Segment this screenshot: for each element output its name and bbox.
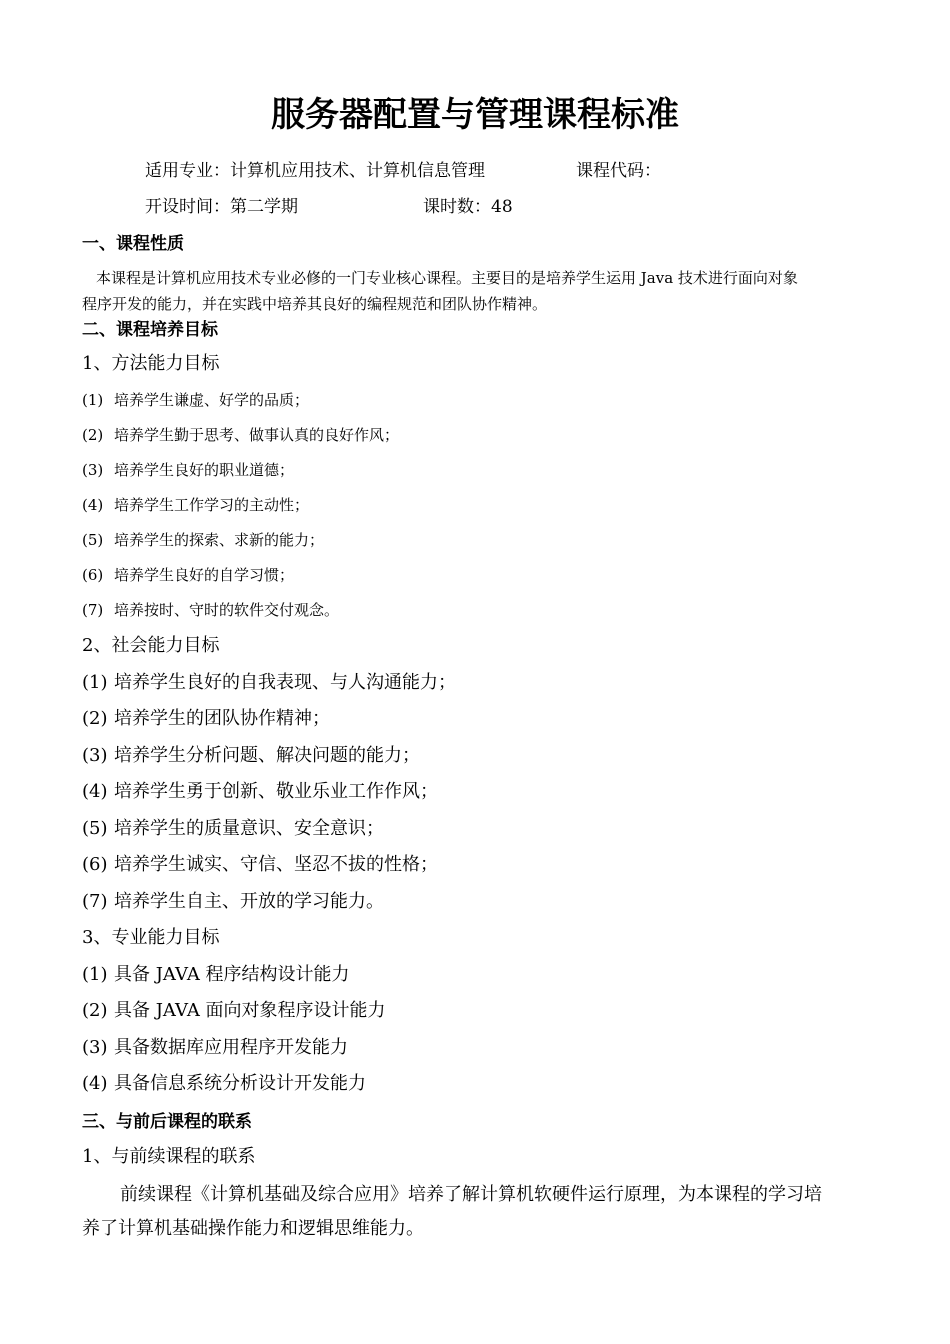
list-item-number: (6) [82,854,108,875]
list-item [82,599,339,621]
list-item [82,389,309,411]
list-item-number: (3) [82,1037,108,1058]
list-item-text: 培养按时、守时的软件交付观念。 [114,601,340,619]
list-item-number: (1) [82,964,108,985]
list-item-number: (2) [82,708,108,729]
list-item-text: 培养学生良好的职业道德； [114,461,295,479]
list-item-text: 具备信息系统分析设计开发能力 [114,1073,366,1094]
list-item-text: 培养学生勤于思考、做事认真的良好作风； [114,426,400,444]
list-item-number: (5) [82,531,104,549]
list-item-text: 培养学生良好的自学习惯； [114,566,295,584]
list-item-number: (4) [82,781,108,802]
list-item-number: (4) [82,1073,108,1094]
list-item-number: (1) [82,391,104,409]
list-item [82,817,384,841]
section-heading-nature: 一、课程性质 [82,234,184,254]
list-item [82,853,438,877]
list-item [82,963,350,987]
meta-course-code: 课程代码： [576,161,661,181]
list-item-number: (3) [82,745,108,766]
list-item-number: (7) [82,891,108,912]
list-item [82,529,324,551]
list-item-text: 培养学生谦虚、好学的品质； [114,391,310,409]
list-item [82,1072,366,1096]
list-item-text: 培养学生的探索、求新的能力； [114,531,325,549]
subheading-social-ability: 2、社会能力目标 [82,635,220,656]
meta-major: 适用专业：计算机应用技术、计算机信息管理 [145,161,485,181]
subheading-professional-ability: 3、专业能力目标 [82,927,220,948]
section-paragraph-prerequisite [82,1178,874,1246]
paragraph-line: 本课程是计算机应用技术专业必修的一门专业核心课程。主要目的是培养学生运用 Java 技术进行面向对象 [96,269,798,287]
list-item-text: 培养学生工作学习的主动性； [114,496,310,514]
list-item-text: 具备 JAVA 程序结构设计能力 [114,964,350,985]
list-item-text: 具备数据库应用程序开发能力 [114,1037,348,1058]
list-item [82,707,330,731]
list-item-text: 培养学生的团队协作精神； [114,708,330,729]
list-item [82,890,384,914]
list-item-number: (3) [82,461,104,479]
list-item-number: (4) [82,496,104,514]
list-item [82,1036,348,1060]
list-item [82,671,456,695]
meta-hours: 课时数：48 [423,197,513,217]
subheading-method-ability: 1、方法能力目标 [82,353,220,374]
list-item-text: 培养学生分析问题、解决问题的能力； [114,745,420,766]
list-item [82,780,438,804]
list-item-number: (7) [82,601,104,619]
paragraph-line: 养了计算机基础操作能力和逻辑思维能力。 [82,1218,424,1239]
list-item [82,424,399,446]
list-item-text: 培养学生自主、开放的学习能力。 [114,891,384,912]
list-item-number: (2) [82,1000,108,1021]
list-item-text: 培养学生的质量意识、安全意识； [114,818,384,839]
list-item-number: (1) [82,672,108,693]
list-item [82,999,386,1023]
paragraph-line: 程序开发的能力，并在实践中培养其良好的编程规范和团队协作精神。 [82,295,548,313]
section-heading-relations: 三、与前后课程的联系 [82,1112,252,1132]
list-item-text: 培养学生勇于创新、敬业乐业工作作风； [114,781,438,802]
list-item [82,564,294,586]
list-item [82,459,294,481]
meta-term: 开设时间：第二学期 [145,197,298,217]
list-item-text: 具备 JAVA 面向对象程序设计能力 [114,1000,386,1021]
list-item-number: (6) [82,566,104,584]
section-paragraph-nature [82,265,872,317]
section-heading-goals: 二、课程培养目标 [82,320,218,340]
subheading-prerequisite-courses: 1、与前续课程的联系 [82,1146,256,1167]
list-item-number: (5) [82,818,108,839]
paragraph-line: 前续课程《计算机基础及综合应用》培养了解计算机软硬件运行原理，为本课程的学习培 [120,1184,822,1205]
list-item-number: (2) [82,426,104,444]
list-item [82,494,309,516]
document-title: 服务器配置与管理课程标准 [271,95,679,135]
list-item-text: 培养学生良好的自我表现、与人沟通能力； [114,672,456,693]
list-item-text: 培养学生诚实、守信、坚忍不拔的性格； [114,854,438,875]
list-item [82,744,420,768]
